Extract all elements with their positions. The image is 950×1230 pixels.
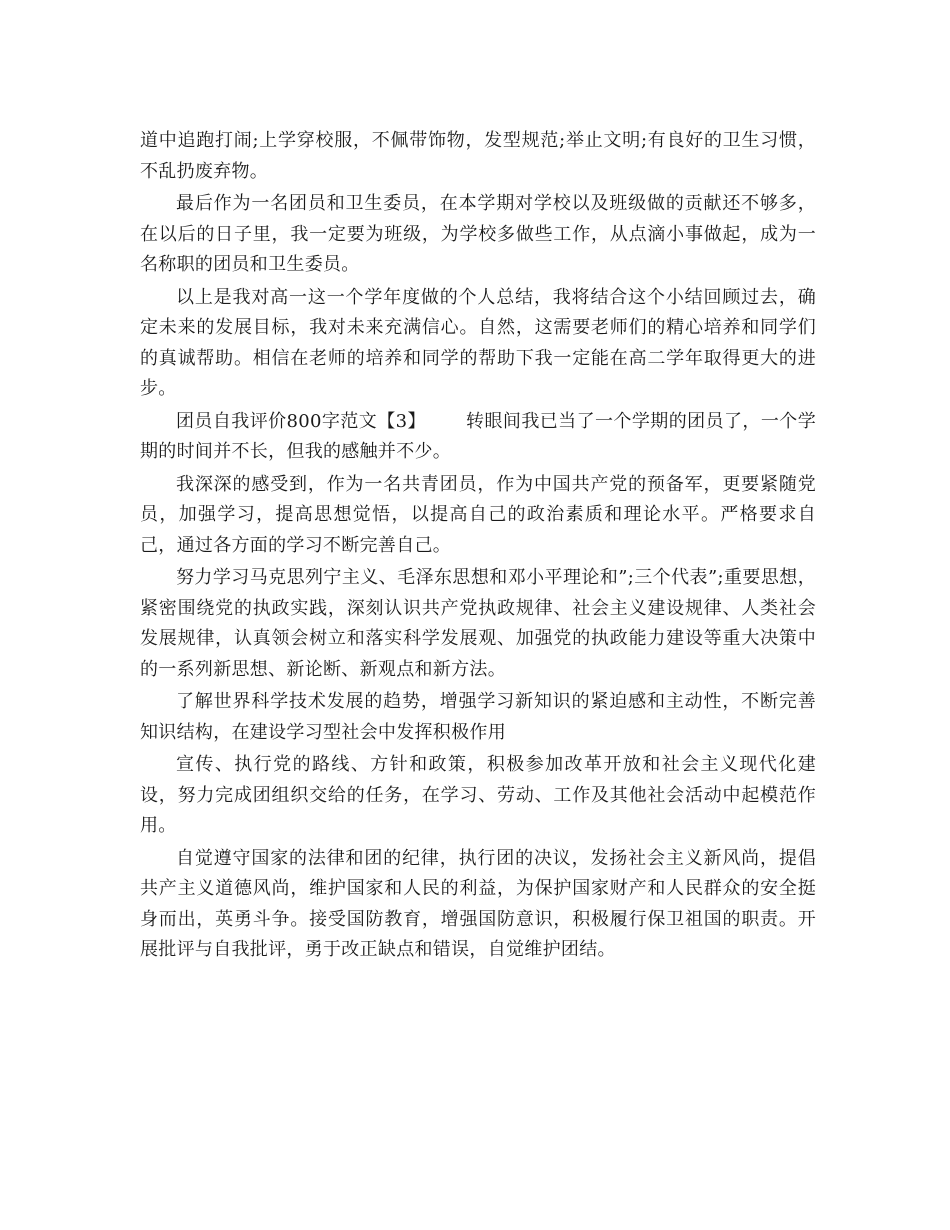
- document-body: [140, 126, 816, 968]
- section-heading-paragraph: [140, 407, 816, 468]
- paragraph-2: 最后作为一名团员和卫生委员，在本学期对学校以及班级做的贡献还不够多，在以后的日子里，我一定要为班级，为学校多做些工作，从点滴小事做起，成为一名称职的团员和卫生委员。: [140, 193, 816, 275]
- paragraph-7: 宣传、执行党的路线、方针和政策，积极参加改革开放和社会主义现代化建设，努力完成团组织交给的任务，在学习、劳动、工作及其他社会活动中起模范作用。: [140, 754, 816, 836]
- paragraph-6: 了解世界科学技术发展的趋势，增强学习新知识的紧迫感和主动性，不断完善知识结构，在建设学习型社会中发挥积极作用: [140, 691, 816, 743]
- paragraph-1: 道中追跑打闹;上学穿校服，不佩带饰物，发型规范;举止文明;有良好的卫生习惯，不乱扔废弃物。: [140, 130, 816, 182]
- paragraph-8: 自觉遵守国家的法律和团的纪律，执行团的决议，发扬社会主义新风尚，提倡共产主义道德风尚，维护国家和人民的利益，为保护国家财产和人民群众的安全挺身而出，英勇斗争。接受国防教育，增强国防意识，积极履行保卫祖国的职责。开展批评与自我批评，勇于改正缺点和错误，自觉维护团结。: [140, 847, 816, 960]
- paragraph-4: 我深深的感受到，作为一名共青团员，作为中国共产党的预备军，更要紧随党员，加强学习，提高思想觉悟，以提高自己的政治素质和理论水平。严格要求自己，通过各方面的学习不断完善自己。: [140, 473, 816, 556]
- section-intro: 转眼间我已当了一个学期的团员了，一个学期的时间并不长，但我的感触并不少。: [140, 410, 817, 462]
- paragraph-5: 努力学习马克思列宁主义、毛泽东思想和邓小平理论和”;三个代表”;重要思想，紧密围绕党的执政实践，深刻认识共产党执政规律、社会主义建设规律、人类社会发展规律，认真领会树立和落实科学发展观、加强党的执政能力建设等重大决策中的一系列新思想、新论断、新观点和新方法。: [140, 567, 816, 680]
- paragraph-3: 以上是我对高一这一个学年度做的个人总结，我将结合这个小结回顾过去，确定未来的发展目标，我对未来充满信心。自然，这需要老师们的精心培养和同学们的真诚帮助。相信在老师的培养和同学的帮助下我一定能在高二学年取得更大的进步。: [140, 286, 816, 399]
- section-heading: 团员自我评价800字范文【3】: [176, 410, 426, 432]
